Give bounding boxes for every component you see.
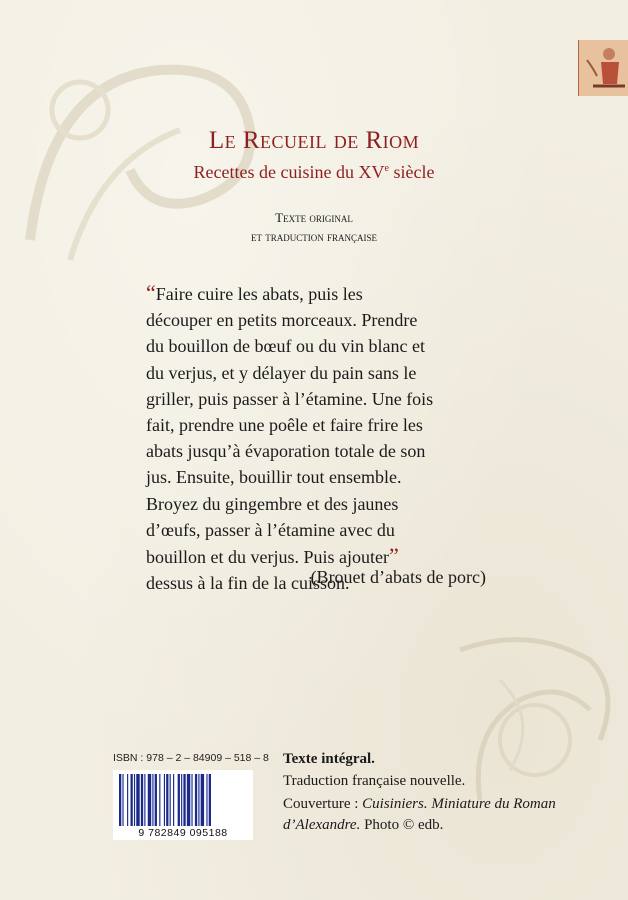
cover-credit-prefix: Couverture : — [283, 796, 363, 812]
barcode-bar — [144, 774, 145, 826]
barcode-bar — [187, 774, 190, 826]
barcode-bar — [148, 774, 151, 826]
barcode-bar — [164, 774, 165, 826]
quote-line: découper en petits morceaux. Prendre — [146, 310, 418, 331]
quote-line: du verjus, et y délayer du pain sans le — [146, 362, 417, 383]
barcode-bar — [206, 774, 207, 826]
barcode-bar — [152, 774, 153, 826]
barcode-bar — [178, 774, 180, 826]
recipe-quote — [146, 280, 486, 596]
quote-line: dessus à la fin de la cuisson. — [146, 573, 350, 594]
cover-credit-title: Cuisiniers. Miniature du Roman d’Alexandre. — [283, 796, 556, 833]
quote-line: d’œufs, passer à l’étamine avec du — [146, 519, 395, 540]
subtitle-after: siècle — [388, 162, 435, 182]
barcode-bar — [136, 774, 139, 826]
subtitle-text: Recettes de cuisine du XV — [193, 162, 385, 182]
barcode-bar — [122, 774, 123, 834]
barcode-digits: 9 782849 095188 — [113, 826, 253, 840]
quote-line: fait, prendre une poêle et faire frire les — [146, 415, 423, 436]
cover-credit-photo: Photo © edb. — [360, 817, 444, 833]
isbn-label: ISBN : 978 – 2 – 84909 – 518 – 8 — [113, 752, 269, 764]
quote-close-mark: ” — [388, 543, 399, 569]
barcode-bar — [119, 774, 121, 834]
barcode-bar — [183, 774, 185, 826]
subtitle-superscript: e — [384, 163, 389, 174]
barcode-bar — [131, 774, 133, 826]
edition-note — [0, 208, 628, 246]
quote-line: jus. Ensuite, bouillir tout ensemble. — [146, 467, 402, 488]
barcode-bar — [195, 774, 197, 826]
quote-line: abats jusqu’à évaporation totale de son — [146, 441, 426, 462]
barcode-bar — [127, 774, 128, 826]
barcode-bar — [209, 774, 211, 834]
barcode-bar — [141, 774, 143, 826]
translation-note: Traduction française nouvelle. — [283, 773, 466, 789]
barcode-bar — [201, 774, 204, 826]
barcode-bar — [170, 774, 171, 826]
barcode-bar — [159, 774, 160, 826]
decorative-ornament-watermark — [440, 620, 628, 810]
quote-line — [146, 280, 486, 307]
cover-miniature-thumbnail — [578, 40, 628, 96]
barcode-bar — [134, 774, 135, 826]
barcode-bar — [191, 774, 192, 826]
barcode-bar — [181, 774, 182, 826]
barcode-bar — [198, 774, 199, 826]
quote-line-text: bouillon et du verjus. Puis ajouter — [146, 547, 389, 568]
quote-open-mark: “ — [146, 280, 156, 305]
quote-line: du bouillon de bœuf ou du vin blanc et — [146, 336, 425, 357]
barcode-bar — [166, 774, 168, 834]
barcode-bar — [155, 774, 157, 826]
quote-source: (Brouet d’abats de porc) — [310, 567, 486, 587]
barcode-bar — [173, 774, 174, 826]
quote-line: Broyez du gingembre et des jaunes — [146, 493, 399, 514]
cover-credit — [283, 794, 583, 836]
quote-line: griller, puis passer à l’étamine. Une fois — [146, 388, 434, 409]
integral-text-note: Texte intégral. — [283, 751, 375, 767]
edition-line-1: Texte original — [275, 210, 353, 225]
edition-line-2: et traduction française — [250, 229, 377, 244]
book-title: Le Recueil de Riom — [208, 127, 420, 154]
book-subtitle — [0, 162, 628, 183]
quote-line-text: Faire cuire les abats, puis les — [155, 284, 363, 304]
